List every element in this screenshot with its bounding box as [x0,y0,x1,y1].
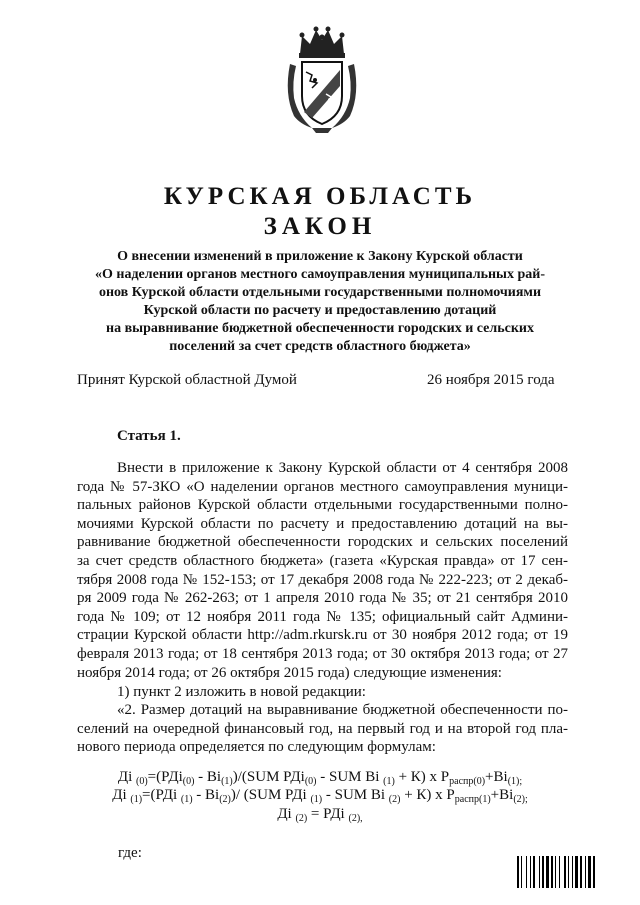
article-title: Статья 1. [117,428,181,444]
formula-text: + К) х Р [394,769,450,785]
formula-text: )/ (SUM РДi [230,787,311,803]
heading-line: на выравнивание бюджетной обеспеченности городских и сельских [106,321,534,336]
formula-text: Дi [117,769,136,785]
formula-subscript: (1) [180,794,193,805]
formula-subscript: распр(1) [454,794,491,805]
law-heading [60,248,580,356]
document-type-title: ЗАКОН [263,213,377,240]
formula-text: = РДi [307,806,349,822]
paragraph-line: февраля 2013 года; от 18 сентября 2013 года; от 30 октября 2013 года; от 27 [77,645,568,662]
paragraph-line: равнивание бюджетной обеспеченности городских и сельских поселений [77,534,568,551]
paragraph-line: тября 2008 года № 152-153; от 17 декабря 2008 года № 222-223; от 2 декаб- [77,571,568,588]
paragraph-line: пальных районов Курской области отдельными государственными полно- [77,497,568,514]
paragraph-line: мочиями Курской области по расчету и предоставлению дотаций на вы- [77,515,568,532]
adopted-by: Принят Курской областной Думой [77,372,297,388]
paragraph-line: года № 57-ЗКО «О наделении органов местного самоуправления муници- [77,478,568,495]
formula-subscript: распр(0) [449,776,486,787]
formula-subscript: (0) [304,776,317,787]
formula-subscript: (1) [383,776,395,787]
formula-subscript: (2); [513,794,528,805]
heading-line: онов Курской области отдельными государственными полномочиями [98,285,542,300]
heading-line: Курской области по расчету и предоставлению дотаций [143,303,497,318]
heading-line: «О наделении органов местного самоуправления муниципальных рай- [95,267,545,282]
item-1 [77,683,568,702]
item-1-text: 1) пункт 2 изложить в новой редакции: [117,684,366,700]
where-label: где: [118,845,142,861]
paragraph-line: «2. Размер дотаций на выравнивание бюджетной обеспеченности по- [117,702,568,718]
paragraph-line: селений на очередной финансовый год, на первый год и на второй год пла- [77,720,568,737]
paragraph-line: Внести в приложение к Закону Курской области от 4 сентября 2008 [117,460,568,476]
formula-subscript: (2) [388,794,401,805]
paragraph-line: за счет средств областного бюджета» (газета «Курская правда» от 17 сен- [77,552,568,569]
formula-subscript: (2), [348,813,363,824]
formula-text: =(РДi [142,787,181,803]
formula-subscript: (1) [130,794,143,805]
formula-subscript: (0) [136,776,148,787]
coat-of-arms-icon [282,24,362,136]
formula-3 [0,806,640,824]
heading-line: поселений за счет средств областного бюджета» [169,339,471,354]
barcode-icon [517,856,617,888]
paragraph-line: страции Курской области http://adm.rkursk.ru от 30 ноября 2012 года; от 19 [77,627,568,644]
formula-text: - Вi [192,787,220,803]
formula-text: +Вi [490,787,514,803]
formula-text: Дi [112,787,131,803]
formula-text: + К) х Р [400,787,455,803]
formula-subscript: (1); [507,776,523,787]
formula-text: - SUM Вi [316,769,384,785]
formula-text: +Вi [485,769,508,785]
formula-subscript: (0) [182,776,195,787]
formula-subscript: (1) [310,794,323,805]
formula-text: - Вi [194,769,222,785]
adopted-date: 26 ноября 2015 года [427,372,555,388]
formula-subscript: (2) [295,813,308,824]
formula-1 [0,769,640,787]
paragraph-line: года № 109; от 12 ноября 2011 года № 135; официальный сайт Админи- [77,608,568,625]
formula-text: )/(SUM РДi [232,769,305,785]
paragraph-line: ря 2009 года № 262-263; от 1 апреля 2010 года № 35; от 21 сентября 2010 [77,590,568,607]
article-paragraph [77,459,568,682]
article-paragraph-2 [77,701,568,757]
formula-text: =(РДi [147,769,183,785]
formula-2 [0,787,640,805]
formula-subscript: (1) [221,776,233,787]
paragraph-line: ноября 2014 года; от 26 октября 2015 года) следующие изменения: [77,664,502,681]
heading-line: О внесении изменений в приложение к Закону Курской области [117,249,523,264]
formula-subscript: (2) [219,794,231,805]
region-title: КУРСКАЯ ОБЛАСТЬ [163,183,477,210]
formula-text: Дi [277,806,296,822]
paragraph-line: нового периода определяется по следующим формулам: [77,739,436,756]
formula-text: - SUM Вi [322,787,389,803]
